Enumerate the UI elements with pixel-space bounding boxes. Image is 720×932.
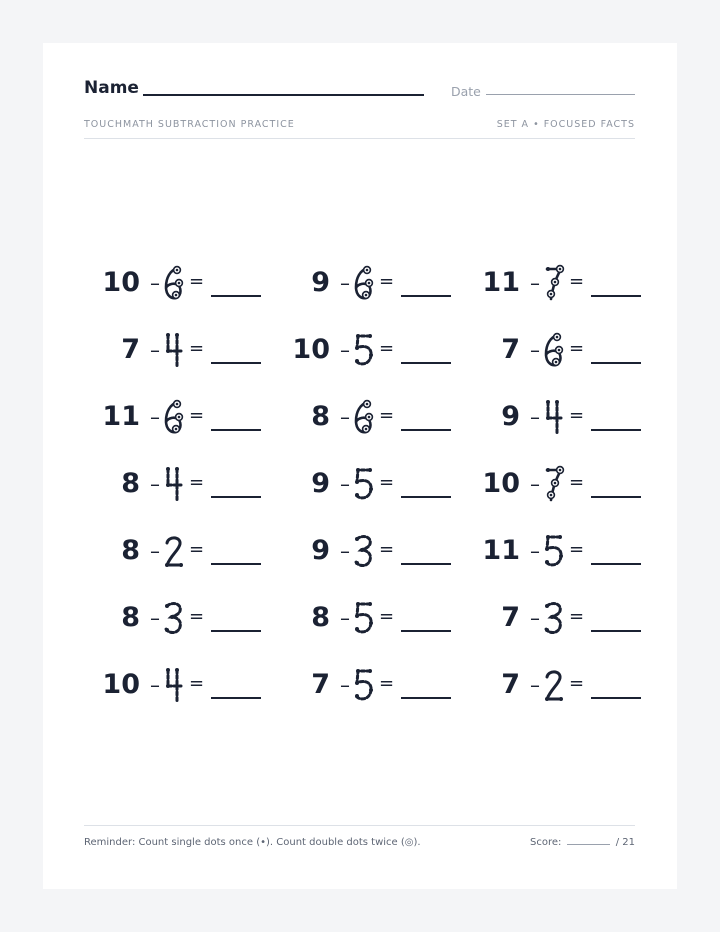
touchmath-digit-7 — [544, 467, 564, 501]
touchmath-glyph — [164, 467, 184, 501]
touchmath-glyph — [164, 534, 184, 568]
touchmath-glyph — [544, 266, 564, 300]
name-write-line[interactable] — [143, 94, 424, 96]
problem-item — [84, 326, 264, 374]
problem-item — [84, 594, 264, 642]
touchmath-digit-6 — [164, 400, 184, 434]
answer-line[interactable] — [211, 563, 261, 565]
equals-sign: = — [189, 271, 205, 292]
touchmath-digit-4 — [164, 467, 184, 501]
minus-sign: – — [530, 405, 540, 429]
touchmath-glyph — [354, 601, 374, 635]
minus-sign: – — [150, 472, 160, 496]
equals-sign: = — [569, 673, 585, 694]
minuend: 10 — [102, 267, 140, 298]
answer-line[interactable] — [591, 563, 641, 565]
minus-sign: – — [150, 338, 160, 362]
minuend: 11 — [482, 267, 520, 298]
touchmath-digit-3 — [354, 534, 374, 568]
answer-line[interactable] — [591, 362, 641, 364]
minuend: 7 — [121, 334, 140, 365]
touchmath-digit-6 — [354, 266, 374, 300]
worksheet-title: TOUCHMATH SUBTRACTION PRACTICE — [84, 119, 295, 130]
touchmath-digit-5 — [354, 668, 374, 702]
minus-sign: – — [530, 673, 540, 697]
minus-sign: – — [530, 271, 540, 295]
equals-sign: = — [189, 338, 205, 359]
equals-sign: = — [569, 405, 585, 426]
answer-line[interactable] — [401, 362, 451, 364]
answer-line[interactable] — [591, 295, 641, 297]
minuend: 10 — [102, 669, 140, 700]
minus-sign: – — [340, 606, 350, 630]
answer-line[interactable] — [401, 563, 451, 565]
answer-line[interactable] — [211, 362, 261, 364]
score-total: / 21 — [615, 837, 635, 848]
problem-item — [464, 594, 644, 642]
answer-line[interactable] — [591, 429, 641, 431]
equals-sign: = — [189, 606, 205, 627]
touchmath-glyph — [544, 601, 564, 635]
touchmath-glyph — [544, 400, 564, 434]
problem-item — [84, 259, 264, 307]
touchmath-glyph — [354, 266, 374, 300]
problem-item — [84, 393, 264, 441]
touchmath-digit-2 — [544, 668, 564, 702]
problem-item — [464, 326, 644, 374]
score-label: Score: — [530, 837, 562, 848]
equals-sign: = — [189, 539, 205, 560]
name-date-row — [84, 77, 635, 101]
problem-item — [464, 460, 644, 508]
equals-sign: = — [379, 271, 395, 292]
touchmath-glyph — [544, 333, 564, 367]
answer-line[interactable] — [211, 429, 261, 431]
minus-sign: – — [150, 673, 160, 697]
equals-sign: = — [189, 472, 205, 493]
answer-line[interactable] — [211, 295, 261, 297]
problem-item — [464, 259, 644, 307]
touchmath-digit-6 — [354, 400, 374, 434]
answer-line[interactable] — [211, 630, 261, 632]
touchmath-digit-6 — [164, 266, 184, 300]
minus-sign: – — [530, 539, 540, 563]
minus-sign: – — [530, 606, 540, 630]
touchmath-glyph — [164, 601, 184, 635]
touchmath-glyph — [354, 534, 374, 568]
touchmath-digit-4 — [164, 333, 184, 367]
name-label: Name — [84, 78, 139, 98]
touchmath-glyph — [544, 467, 564, 501]
problem-item — [84, 661, 264, 709]
equals-sign: = — [379, 606, 395, 627]
minuend: 7 — [311, 669, 330, 700]
reminder-text: Reminder: Count single dots once (•). Count double dots twice (◎). — [84, 837, 421, 848]
equals-sign: = — [379, 338, 395, 359]
problem-item — [84, 460, 264, 508]
problem-item — [464, 393, 644, 441]
answer-line[interactable] — [591, 496, 641, 498]
problem-item — [274, 326, 454, 374]
equals-sign: = — [379, 405, 395, 426]
touchmath-digit-6 — [544, 333, 564, 367]
minuend: 8 — [311, 602, 330, 633]
touchmath-glyph — [544, 668, 564, 702]
answer-line[interactable] — [401, 630, 451, 632]
equals-sign: = — [569, 606, 585, 627]
touchmath-digit-3 — [164, 601, 184, 635]
touchmath-glyph — [354, 400, 374, 434]
minuend: 11 — [482, 535, 520, 566]
answer-line[interactable] — [591, 630, 641, 632]
minus-sign: – — [340, 673, 350, 697]
minus-sign: – — [340, 472, 350, 496]
worksheet-page — [43, 43, 677, 889]
touchmath-glyph — [164, 333, 184, 367]
touchmath-digit-4 — [164, 668, 184, 702]
touchmath-digit-2 — [164, 534, 184, 568]
minus-sign: – — [340, 405, 350, 429]
minuend: 9 — [311, 535, 330, 566]
minus-sign: – — [150, 271, 160, 295]
minus-sign: – — [530, 472, 540, 496]
minus-sign: – — [340, 338, 350, 362]
worksheet-footer — [84, 825, 635, 849]
touchmath-digit-5 — [544, 534, 564, 568]
equals-sign: = — [189, 405, 205, 426]
equals-sign: = — [569, 539, 585, 560]
equals-sign: = — [569, 338, 585, 359]
minuend: 9 — [501, 401, 520, 432]
worksheet-subheader — [84, 119, 635, 139]
minuend: 11 — [102, 401, 140, 432]
minus-sign: – — [150, 405, 160, 429]
problem-item — [464, 527, 644, 575]
minuend: 7 — [501, 602, 520, 633]
problem-grid — [84, 259, 654, 729]
minus-sign: – — [340, 539, 350, 563]
minus-sign: – — [150, 606, 160, 630]
equals-sign: = — [569, 472, 585, 493]
answer-line[interactable] — [401, 496, 451, 498]
minuend: 9 — [311, 468, 330, 499]
touchmath-digit-5 — [354, 333, 374, 367]
answer-line[interactable] — [401, 697, 451, 699]
minuend: 9 — [311, 267, 330, 298]
problem-item — [84, 527, 264, 575]
minus-sign: – — [340, 271, 350, 295]
touchmath-digit-5 — [354, 467, 374, 501]
problem-item — [464, 661, 644, 709]
problem-item — [274, 594, 454, 642]
minuend: 8 — [121, 535, 140, 566]
problem-item — [274, 661, 454, 709]
touchmath-digit-7 — [544, 266, 564, 300]
touchmath-glyph — [544, 534, 564, 568]
equals-sign: = — [379, 539, 395, 560]
problem-item — [274, 460, 454, 508]
touchmath-glyph — [354, 333, 374, 367]
worksheet-set-label: SET A • FOCUSED FACTS — [496, 119, 635, 130]
minus-sign: – — [530, 338, 540, 362]
date-label: Date — [451, 84, 481, 99]
equals-sign: = — [379, 673, 395, 694]
equals-sign: = — [569, 271, 585, 292]
equals-sign: = — [379, 472, 395, 493]
touchmath-glyph — [164, 400, 184, 434]
minus-sign: – — [150, 539, 160, 563]
touchmath-glyph — [354, 467, 374, 501]
answer-line[interactable] — [401, 429, 451, 431]
touchmath-digit-3 — [544, 601, 564, 635]
touchmath-digit-4 — [544, 400, 564, 434]
date-write-line[interactable] — [486, 94, 635, 95]
score-write-line[interactable] — [567, 844, 610, 845]
touchmath-digit-5 — [354, 601, 374, 635]
equals-sign: = — [189, 673, 205, 694]
touchmath-glyph — [164, 266, 184, 300]
problem-item — [274, 259, 454, 307]
problem-item — [274, 527, 454, 575]
minuend: 7 — [501, 334, 520, 365]
problem-item — [274, 393, 454, 441]
touchmath-glyph — [354, 668, 374, 702]
minuend: 8 — [121, 468, 140, 499]
touchmath-glyph — [164, 668, 184, 702]
answer-line[interactable] — [401, 295, 451, 297]
minuend: 10 — [482, 468, 520, 499]
answer-line[interactable] — [211, 496, 261, 498]
minuend: 8 — [311, 401, 330, 432]
answer-line[interactable] — [211, 697, 261, 699]
minuend: 8 — [121, 602, 140, 633]
answer-line[interactable] — [591, 697, 641, 699]
minuend: 7 — [501, 669, 520, 700]
minuend: 10 — [292, 334, 330, 365]
